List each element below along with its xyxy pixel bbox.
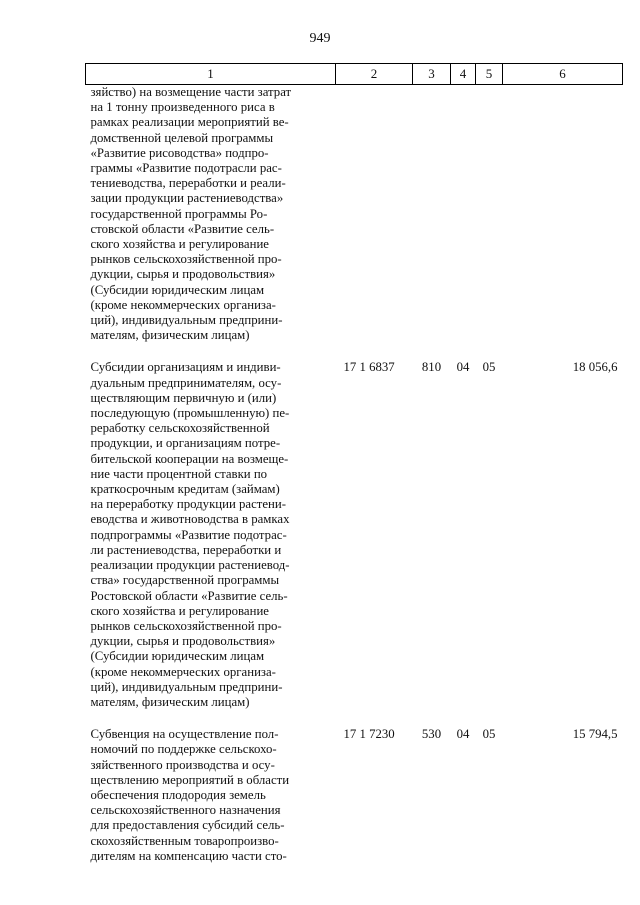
name-line: реализации продукции растениевод- xyxy=(90,558,290,573)
name-line: Ростовской области «Развитие сель- xyxy=(90,588,288,603)
name-line: граммы «Развитие подотрасли рас- xyxy=(90,161,282,176)
name-line: «Развитие рисоводства» подпро- xyxy=(90,145,269,160)
name-line: рамках реализации мероприятий ве- xyxy=(90,115,289,130)
name-line: еводства и животноводства в рамках xyxy=(90,512,290,527)
name-line: дителям на компенсацию части сто- xyxy=(90,848,287,863)
table-header xyxy=(86,64,623,85)
name-line: ществляющим первичную и (или) xyxy=(90,390,277,405)
row-section: 04 xyxy=(456,727,470,742)
name-line: продукции, и организациям потре- xyxy=(90,436,281,451)
row-expense-type: 810 xyxy=(421,360,442,375)
name-line: дукции, сырья и продовольствия» xyxy=(90,267,276,282)
row-amount: 18 056,6 xyxy=(572,360,618,375)
name-line: ние части процентной ставки по xyxy=(90,466,268,481)
page-number: 949 xyxy=(309,31,331,46)
name-line: зяйственного производства и осу- xyxy=(90,757,275,772)
name-line: тениеводства, переработки и реали- xyxy=(90,176,286,191)
name-line: сельскохозяйственного назначения xyxy=(90,803,281,818)
name-line: скохозяйственным товаропроизво- xyxy=(90,833,279,848)
table-row xyxy=(86,360,623,727)
name-line: ского хозяйства и регулирование xyxy=(90,237,269,252)
name-line: рынков сельскохозяйственной про- xyxy=(90,618,282,633)
name-line: ций), индивидуальным предприни- xyxy=(90,679,283,694)
name-line: для предоставления субсидий сель- xyxy=(90,818,285,833)
row-section xyxy=(451,85,476,361)
name-line: стовской области «Развитие сель- xyxy=(90,221,275,236)
name-line: бительской кооперации на возмеще- xyxy=(90,451,289,466)
name-line: краткосрочным кредитам (займам) xyxy=(90,482,280,497)
row-code xyxy=(336,85,413,361)
table-body xyxy=(86,85,623,864)
name-line: (Субсидии юридическим лицам xyxy=(90,649,265,664)
name-line: мателям, физическим лицам) xyxy=(90,328,250,343)
header-row xyxy=(86,64,623,85)
name-line: дуальным предпринимателям, осу- xyxy=(90,375,282,390)
name-line: номочий по поддержке сельскохо- xyxy=(90,742,277,757)
row-subsection: 05 xyxy=(482,360,496,375)
row-code: 17 1 6837 xyxy=(343,360,395,375)
row-subsection: 05 xyxy=(482,727,496,742)
budget-table xyxy=(85,63,623,864)
row-name xyxy=(86,360,336,727)
row-expense-type: 530 xyxy=(421,727,442,742)
name-line: рынков сельскохозяйственной про- xyxy=(90,252,282,267)
header-col-4: 4 xyxy=(451,64,476,85)
row-name xyxy=(86,727,336,864)
name-line: последующую (промышленную) пе- xyxy=(90,406,290,421)
name-line: обеспечения плодородия земель xyxy=(90,787,266,802)
name-line: домственной целевой программы xyxy=(90,130,274,145)
name-line: зации продукции растениеводства» xyxy=(90,191,284,206)
name-line: ли растениеводства, переработки и xyxy=(90,542,282,557)
header-col-3: 3 xyxy=(413,64,451,85)
name-line: мателям, физическим лицам) xyxy=(90,694,250,709)
name-line: государственной программы Ро- xyxy=(90,206,268,221)
row-subsection xyxy=(476,85,503,361)
table-row xyxy=(86,85,623,361)
name-line: (кроме некоммерческих организа- xyxy=(90,664,276,679)
row-amount: 15 794,5 xyxy=(572,727,618,742)
name-line: подпрограммы «Развитие подотрас- xyxy=(90,527,287,542)
table-row xyxy=(86,727,623,864)
name-line: (кроме некоммерческих организа- xyxy=(90,297,276,312)
name-line: дукции, сырья и продовольствия» xyxy=(90,634,276,649)
name-line: ства» государственной программы xyxy=(90,573,280,588)
header-col-5: 5 xyxy=(476,64,503,85)
row-amount xyxy=(503,85,623,361)
name-line: ского хозяйства и регулирование xyxy=(90,603,269,618)
name-line: Субсидии организациям и индиви- xyxy=(90,360,281,375)
row-expense-type xyxy=(413,85,451,361)
header-col-2: 2 xyxy=(336,64,413,85)
row-code: 17 1 7230 xyxy=(343,727,395,742)
name-line: на переработку продукции растени- xyxy=(90,497,287,512)
header-col-1: 1 xyxy=(86,64,336,85)
header-col-6: 6 xyxy=(503,64,623,85)
name-line: реработку сельскохозяйственной xyxy=(90,421,270,436)
row-section: 04 xyxy=(456,360,470,375)
name-line: на 1 тонну произведенного риса в xyxy=(90,100,275,115)
name-line: ществлению мероприятий в области xyxy=(90,772,290,787)
name-line: (Субсидии юридическим лицам xyxy=(90,282,265,297)
name-line: зяйство) на возмещение части затрат xyxy=(90,85,292,99)
name-line: ций), индивидуальным предприни- xyxy=(90,313,283,328)
row-name xyxy=(86,85,336,361)
name-line: Субвенция на осуществление пол- xyxy=(90,727,279,742)
